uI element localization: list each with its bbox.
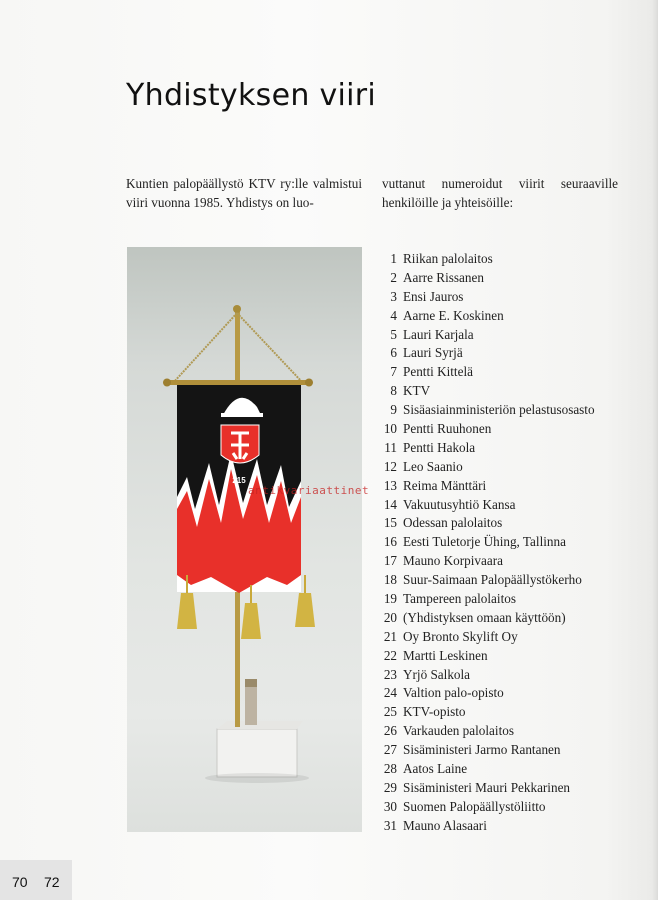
list-item-number: 5 <box>390 326 397 342</box>
pole-finial <box>233 305 241 313</box>
recipient-list <box>380 250 595 836</box>
list-item-name: Aarne E. Koskinen <box>403 307 504 323</box>
list-item-name: Oy Bronto Skylift Oy <box>403 628 518 644</box>
list-item-number: 16 <box>383 534 397 550</box>
base-shadow <box>205 773 309 783</box>
list-item-number: 19 <box>383 591 397 607</box>
list-item-name: KTV <box>403 383 431 399</box>
list-item <box>380 496 595 515</box>
list-item-number: 30 <box>383 798 397 814</box>
list-item-name: Sisäministeri Mauri Pekkarinen <box>403 779 571 795</box>
list-item <box>380 666 595 685</box>
list-item <box>380 514 595 533</box>
list-item-name: Aarre Rissanen <box>403 269 484 285</box>
list-item-number: 27 <box>383 742 397 758</box>
list-item-name: Pentti Ruuhonen <box>403 421 492 437</box>
intro-text-left: Kuntien palopäällystö KTV ry:lle valmistui viiri vuonna 1985. Yhdistys on luo- <box>126 176 362 210</box>
list-item-name: Martti Leskinen <box>403 647 488 663</box>
list-item-name: Suomen Palopäällystöliitto <box>403 798 546 814</box>
list-item-number: 9 <box>390 402 397 418</box>
list-item-number: 15 <box>383 515 397 531</box>
list-item <box>380 647 595 666</box>
list-item <box>380 420 595 439</box>
page-number-box <box>0 860 72 900</box>
list-item-number: 31 <box>383 817 397 833</box>
list-item-name: Reima Mänttäri <box>403 477 487 493</box>
list-item-name: Aatos Laine <box>403 761 468 777</box>
helmet-brim <box>221 413 263 417</box>
list-item <box>380 344 595 363</box>
list-item-number: 11 <box>384 439 397 455</box>
list-item <box>380 439 595 458</box>
list-item-name: KTV-opisto <box>403 704 466 720</box>
list-item <box>380 609 595 628</box>
list-item-name: Tampereen palolaitos <box>403 591 516 607</box>
list-item-number: 7 <box>390 364 397 380</box>
list-item-number: 8 <box>390 383 397 399</box>
list-item <box>380 326 595 345</box>
current-page-number: 72 <box>44 874 60 890</box>
intro-text-right: vuttanut numeroidut viirit seuraaville henkilöille ja yhteisöille: <box>382 176 618 210</box>
list-item-name: Riikan palolaitos <box>403 251 493 266</box>
hanging-cord-left <box>173 313 237 383</box>
list-item <box>380 760 595 779</box>
list-item-number: 17 <box>383 553 397 569</box>
list-item <box>380 571 595 590</box>
page-title: Yhdistyksen viiri <box>126 78 377 113</box>
list-item-name: Odessan palolaitos <box>403 515 503 531</box>
marble-base <box>217 729 297 777</box>
crossbar-end-left <box>163 379 171 387</box>
list-item-number: 23 <box>383 666 397 682</box>
pennant-number: 215 <box>232 476 246 485</box>
tassel-middle <box>241 585 261 639</box>
list-item-name: Lauri Karjala <box>403 326 474 342</box>
list-item-name: Vakuutusyhtiö Kansa <box>403 496 516 512</box>
list-item-name: Leo Saanio <box>403 458 463 474</box>
list-item <box>380 817 595 836</box>
list-item-name: Suur-Saimaan Palopäällystökerho <box>403 572 582 588</box>
pole-socket <box>245 687 257 725</box>
pole-collar <box>245 679 257 687</box>
list-item <box>380 382 595 401</box>
list-item-number: 21 <box>383 628 397 644</box>
previous-page-number: 70 <box>12 874 28 890</box>
list-item-name: Valtion palo-opisto <box>403 685 504 701</box>
hanging-cord-right <box>237 313 303 383</box>
list-item-number: 26 <box>383 723 397 739</box>
list-item-name: (Yhdistyksen omaan käyttöön) <box>403 609 566 625</box>
list-item-name: Lauri Syrjä <box>403 345 463 361</box>
list-item <box>380 477 595 496</box>
list-item-number: 2 <box>390 269 397 285</box>
list-item-name: Pentti Hakola <box>403 439 476 455</box>
list-item-name: Eesti Tuletorje Ühing, Tallinna <box>403 534 566 550</box>
list-item-number: 4 <box>390 307 397 323</box>
list-item <box>380 590 595 609</box>
list-item-number: 25 <box>383 704 397 720</box>
list-item <box>380 401 595 420</box>
list-item-number: 3 <box>390 288 397 304</box>
crossbar <box>167 380 309 385</box>
list-item-name: Yrjö Salkola <box>403 666 471 682</box>
list-item-number: 14 <box>383 496 397 512</box>
list-item-number: 24 <box>383 685 397 701</box>
list-item-name: Pentti Kittelä <box>403 364 473 380</box>
list-item <box>380 363 595 382</box>
list-item <box>380 779 595 798</box>
list-item-number: 12 <box>383 458 397 474</box>
list-item-number: 28 <box>383 761 397 777</box>
list-item-number: 18 <box>383 572 397 588</box>
list-item <box>380 703 595 722</box>
list-item <box>380 628 595 647</box>
pennant-illustration <box>127 247 362 832</box>
list-item <box>380 552 595 571</box>
list-item <box>380 798 595 817</box>
list-item-number: 29 <box>383 779 397 795</box>
list-item-name: Ensi Jauros <box>403 288 464 304</box>
list-item-number: 22 <box>383 647 397 663</box>
list-item <box>380 722 595 741</box>
list-item <box>380 307 595 326</box>
list-item <box>380 269 595 288</box>
marble-base-top <box>217 721 303 729</box>
list-item <box>380 250 595 269</box>
list-item <box>380 288 595 307</box>
list-item <box>380 458 595 477</box>
watermark-text: antikvariaattinet <box>248 484 370 497</box>
list-item-number: 1 <box>390 251 397 266</box>
list-item-name: Mauno Korpivaara <box>403 553 503 569</box>
list-item-number: 13 <box>383 477 397 493</box>
list-item-number: 6 <box>390 345 397 361</box>
list-item-name: Mauno Alasaari <box>403 817 487 833</box>
crossbar-end-right <box>305 379 313 387</box>
list-item-name: Varkauden palolaitos <box>403 723 514 739</box>
list-item-name: Sisäasiainministeriön pelastusosasto <box>403 402 595 418</box>
page-edge-shadow <box>652 0 658 900</box>
list-item <box>380 741 595 760</box>
list-item <box>380 533 595 552</box>
list-item-name: Sisäministeri Jarmo Rantanen <box>403 742 561 758</box>
list-item-number: 10 <box>383 421 397 437</box>
pennant-photo <box>127 247 362 832</box>
list-item <box>380 684 595 703</box>
list-item-number: 20 <box>383 609 397 625</box>
